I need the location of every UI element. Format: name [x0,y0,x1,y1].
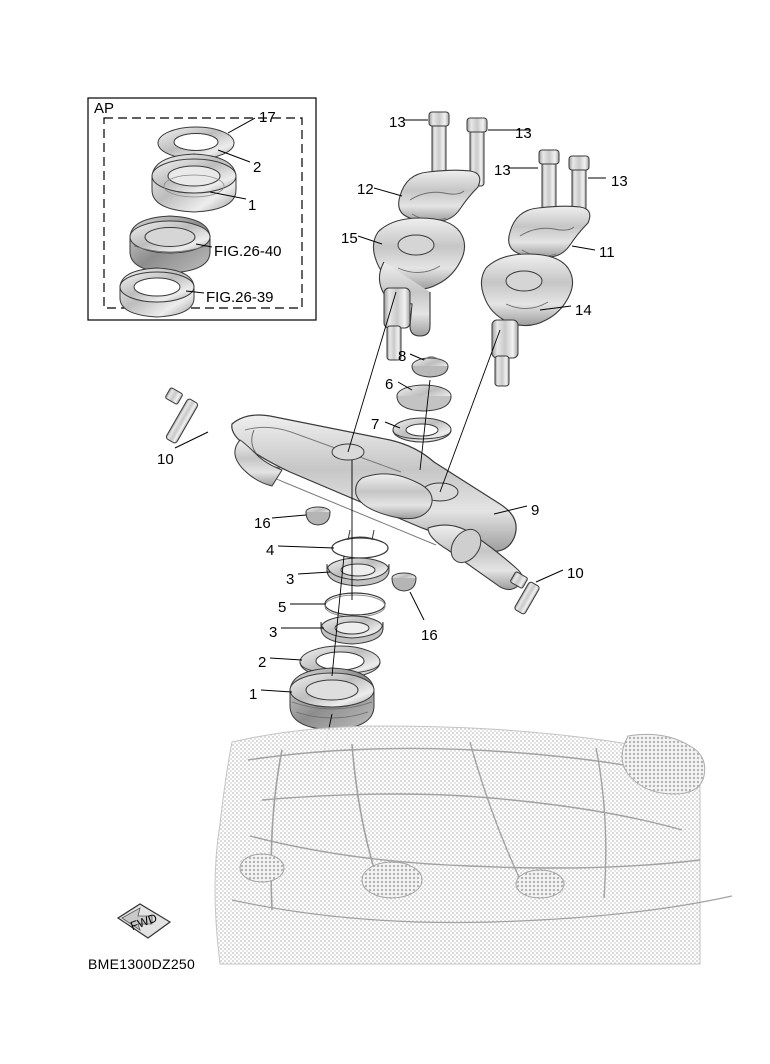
callout-3-lower: 3 [269,624,278,641]
part-14-handlebar-holder-lower-right [481,254,572,386]
callout-13-a: 13 [389,114,406,131]
inset-part-1 [152,154,236,212]
callout-7: 7 [371,416,380,433]
part-7-washer [393,418,451,442]
callout-13-d: 13 [611,173,628,190]
part-1-bearing-race-lower [290,668,374,730]
callout-13-b: 13 [515,125,532,142]
callout-6: 6 [385,376,394,393]
callout-8: 8 [398,348,407,365]
part-5-washer [325,593,385,617]
callout-2-lower: 2 [258,654,267,671]
callout-fig-26-40: FIG.26-40 [214,243,282,260]
callout-10-right: 10 [567,565,584,582]
callout-1-lower: 1 [249,686,258,703]
inset-ap-group [88,98,316,320]
part-8-cap [412,357,448,377]
callout-15: 15 [341,230,358,247]
callout-9: 9 [531,502,540,519]
callout-17: 17 [259,109,276,126]
inset-part-fig-26-39 [120,268,194,317]
callout-13-c: 13 [494,162,511,179]
part-4-lock-washer [332,530,388,558]
frame-assembly [215,726,732,964]
part-12-handlebar-holder-upper-left [399,170,480,221]
callout-4: 4 [266,542,275,559]
callout-leaders [175,120,606,692]
part-6-bushing [397,385,451,411]
callout-fig-26-39: FIG.26-39 [206,289,274,306]
callout-2-top: 2 [253,159,262,176]
callout-14: 14 [575,302,592,319]
bolt-13-a [429,112,449,180]
part-16-plug-right [392,573,416,591]
callout-16-left: 16 [254,515,271,532]
callout-11: 11 [599,244,615,261]
part-3-ring-nut-upper [327,558,389,586]
callout-16-right: 16 [421,627,438,644]
fwd-label: FWD [128,910,159,934]
callout-10-left: 10 [157,451,174,468]
callout-3-upper: 3 [286,571,295,588]
callout-5: 5 [278,599,287,616]
part-15-handlebar-holder-lower-left [373,218,464,360]
part-3-ring-nut-lower [321,616,383,644]
part-code-label: BME1300DZ250 [88,956,196,972]
callout-1-top: 1 [248,197,257,214]
part-11-handlebar-holder-upper-right [509,206,590,257]
bolt-10-right [510,571,540,615]
part-16-plug-left [306,507,330,525]
inset-label-ap: AP [94,100,115,117]
bolt-10-left [165,387,199,444]
callout-12: 12 [357,181,374,198]
